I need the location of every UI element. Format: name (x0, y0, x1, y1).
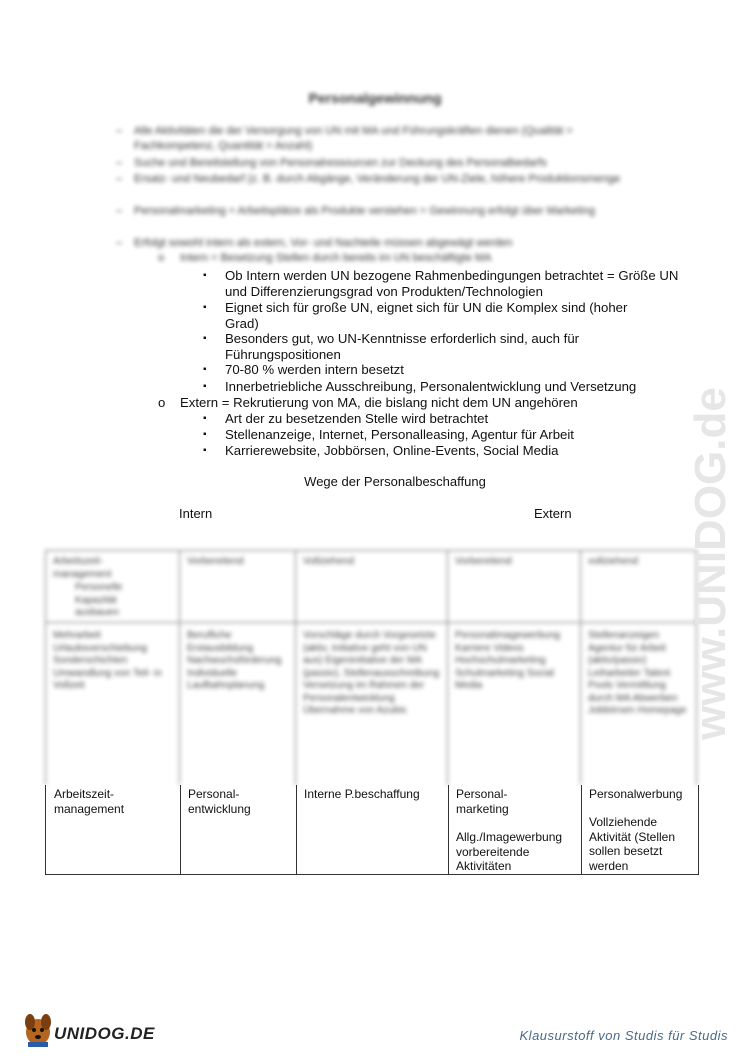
cell-arbeitszeit: Arbeitszeit-management (54, 787, 125, 816)
intern-point-2: ▪ Eignet sich für große UN, eignet sich für UN die Komplex sind (hoher Grad) (225, 300, 655, 332)
sub-intern: o Intern = Besetzung Stellen durch bereits im UN beschäftigte MA (180, 251, 640, 266)
extern-point-1: ▪ Art der zu besetzenden Stelle wird betrachtet (225, 411, 665, 427)
page-title: Personalgewinnung (308, 90, 442, 106)
logo-text: UNIDOG.DE (54, 1024, 155, 1043)
bullet-5: – Erfolgt sowohl intern als extern, Vor- und Nachteile müssen abgewägt werden (134, 236, 654, 251)
cell-marketing-note: Allg./Imagewerbung vorbereitende Aktivitäten (456, 830, 563, 873)
cell-werbung-note: Vollziehende Aktivität (Stellen sollen besetzt werden (589, 815, 676, 873)
intern-point-5: ▪ Innerbetriebliche Ausschreibung, Personalentwicklung und Versetzung (225, 379, 685, 395)
watermark-text: www.UNIDOG.de (686, 387, 735, 740)
diagram-title: Wege der Personalbeschaffung (304, 474, 486, 489)
blurred-header-2: Vorbereitend (187, 556, 244, 567)
blurred-header-3: Vollziehend (303, 556, 355, 567)
extern-label: o Extern = Rekrutierung von MA, die bislang nicht dem UN angehören (180, 395, 640, 411)
bullet-4: – Personalmarketing = Arbeitsplätze als Produkte verstehen = Gewinnung erfolgt über Marketing (134, 204, 654, 219)
footer-tagline: Klausurstoff von Studis für Studis (519, 1028, 728, 1043)
blurred-header-sub: Personelle Kapazität ausbauen (75, 582, 123, 618)
intern-point-3: ▪ Besonders gut, wo UN-Kenntnisse erforderlich sind, auch für Führungspositionen (225, 331, 625, 363)
bullet-1: – Alle Aktivitäten die der Versorgung von UN mit MA und Führungskräften dienen (Qualität = Fachkompetenz, Quantität = Anzahl) (134, 124, 654, 154)
bottom-table (45, 785, 699, 875)
cell-personalwerbung: Personalwerbung (589, 787, 683, 801)
cell-personalmarketing: Personal-marketing (456, 787, 509, 816)
intern-point-4: ▪ 70-80 % werden intern besetzt (225, 362, 665, 378)
cell-personalentwicklung: Personal-entwicklung (188, 787, 251, 816)
intern-point-1: ▪ Ob Intern werden UN bezogene Rahmenbedingungen betrachtet = Größe UN und Differenzierungsgrad von Produkten/Technologien (225, 268, 685, 300)
blurred-row-3: Vorschläge durch Vorgesetzte (aktiv, Initiative geht von UN aus) Eigeninitiative der MA (passiv), Stellenausschreibung Versetzung im Rahmen der Personalentwicklung Übernahme von Azubis (303, 630, 440, 716)
extern-point-3: ▪ Karrierewebsite, Jobbörsen, Online-Events, Social Media (225, 443, 665, 459)
cell-interne-beschaffung: Interne P.beschaffung (304, 787, 420, 801)
bullet-2: – Suche und Bereitstellung von Personalressourcen zur Deckung des Personalbedarfs (134, 156, 654, 171)
diagram-intern-label: Intern (179, 506, 213, 521)
blurred-header-5: vollziehend (588, 556, 639, 567)
blurred-header-1: Arbeitszeit-management (53, 556, 112, 580)
bullet-3: – Ersatz- und Neubedarf (z. B. durch Abgänge, Veränderung der UN-Ziele, höhere Produktionsmenge (134, 172, 654, 187)
diagram-extern-label: Extern (534, 506, 572, 521)
blurred-row-4: Personalimagewerbung Karriere Videos Hochschulmarketing Schulmarketing Social Media (455, 630, 561, 691)
extern-point-2: ▪ Stellenanzeige, Internet, Personalleasing, Agentur für Arbeit (225, 427, 665, 443)
blurred-header-4: Vorbereitend (455, 556, 512, 567)
blurred-table (45, 550, 697, 785)
blurred-row-2: Berufliche Erstausbildung Nachwuchsförderung Individuelle Laufbahnplanung (187, 630, 282, 691)
watermark (620, 270, 740, 750)
blurred-row-1: Mehrarbeit Urlaubsverschiebung Sonderschichten Umwandlung von Teil- in Vollzeit (53, 630, 162, 691)
blurred-row-5: Stellenanzeigen Agentur für Arbeit (aktiv/passiv) Leiharbeiter Talent Pools Vermittlung durch MA Abwerben Jobbörsen Homepage (588, 630, 687, 716)
